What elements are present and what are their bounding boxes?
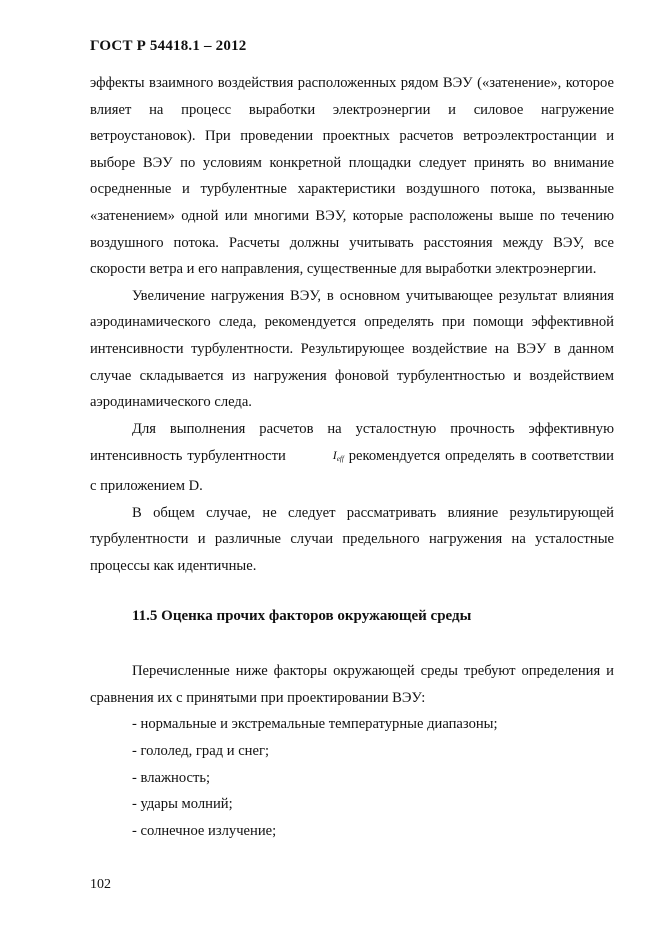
document-header: ГОСТ Р 54418.1 – 2012 — [90, 38, 247, 54]
section-heading: 11.5 Оценка прочих факторов окружающей среды — [132, 608, 472, 625]
paragraph-general-case: В общем случае, не следует рассматривать влияние результирующей турбулентности и различные случаи предельного нагружения на усталостные процессы как идентичные. — [90, 504, 614, 574]
paragraph-fatigue-calculation — [90, 416, 614, 500]
list-item: - влажность; — [132, 769, 211, 786]
page-body — [90, 70, 614, 844]
fatigue-text-end: рекомендуется определять в соответствии с приложением D. — [90, 448, 614, 494]
effective-turbulence-symbol: $I_{eff}$ — [332, 448, 344, 464]
list-item: - гололед, град и снег; — [132, 743, 270, 760]
environment-factors-list — [90, 711, 614, 844]
fatigue-text-start: Для выполнения расчетов на усталостную прочность эффективную интенсивность турбулентности — [90, 420, 614, 465]
paragraph-wake-effects: эффекты взаимного воздействия расположенных рядом ВЭУ («затенение», которое влияет на процесс выработки электроэнергии и силовое нагружение ветроустановок). При проведении проектных расчетов ветроэлектростанции и выборе ВЭУ по условиям конкретной площадки следует принять во внимание осредненные и турбулентные характеристики воздушного потока, вызванные «затенением» одной или многими ВЭУ, которые расположены выше по течению воздушного потока. Расчеты должны учитывать расстояния между ВЭУ, все скорости ветра и его направления, существенные для выработки электроэнергии. — [90, 75, 614, 278]
paragraph-load-increase: Увеличение нагружения ВЭУ, в основном учитывающее результат влияния аэродинамического следа, рекомендуется определять при помощи эффективной интенсивности турбулентности. Результирующее воздействие на ВЭУ в данном случае складывается из нагружения фоновой турбулентностью и воздействием аэродинамического следа. — [90, 287, 614, 411]
page-number: 102 — [90, 877, 111, 892]
list-item: - удары молний; — [132, 796, 233, 813]
list-item: - нормальные и экстремальные температурные диапазоны; — [132, 716, 498, 733]
section-intro: Перечисленные ниже факторы окружающей среды требуют определения и сравнения их с принятыми при проектировании ВЭУ: — [90, 663, 614, 706]
list-item: - солнечное излучение; — [132, 822, 277, 839]
